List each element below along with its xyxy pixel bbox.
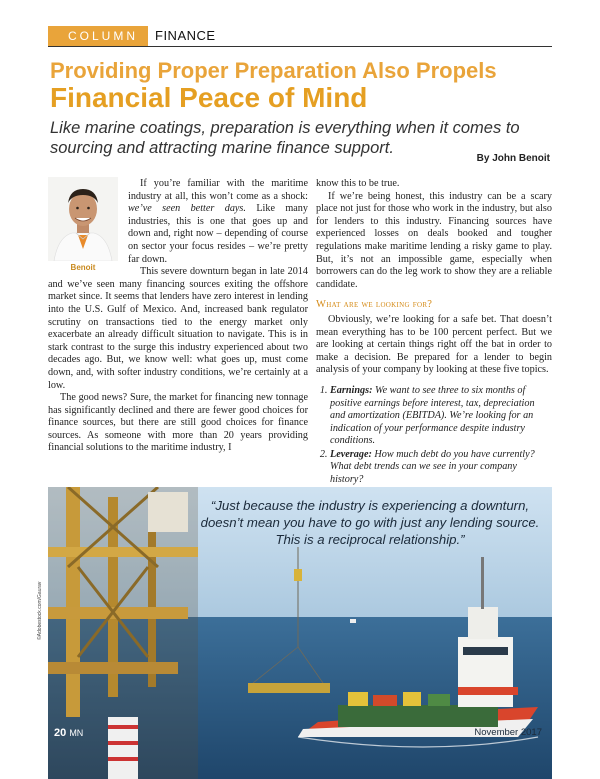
pull-quote: “Just because the industry is experiencing a downturn, doesn’t mean you have to go with just any lending source. This is a reciprocal relationship.” [200, 498, 540, 547]
body-column-1 [48, 178, 308, 455]
p1-text-a: If you’re familiar with the maritime industry at all, this won’t come as a shock: [128, 178, 308, 202]
body-paragraph-4: know this to be true. [316, 178, 400, 189]
body-paragraph-6: Obviously, we’re looking for a safe bet. That doesn’t mean everything has to be 100 percent perfect. But we are looking at certain things right off the bat in order to make a decision. Be prepared for a lender to begin analysis of your company by looking at these five topics. [316, 313, 552, 376]
list-text: How much debt do you have currently? What debt trends can we see in your company history? [330, 448, 535, 486]
section-label: FINANCE [155, 28, 216, 43]
byline: By John Benoit [476, 153, 550, 164]
list-item [330, 385, 552, 448]
issue-date: November 2017 [474, 727, 542, 738]
column-tag-label: COLUMN [68, 29, 139, 43]
headline-line1: Providing Proper Preparation Also Propels [50, 58, 497, 83]
column-tag [48, 26, 148, 46]
photo-wrap-space [48, 178, 128, 274]
p1-emphasis: we’ve seen better days. [128, 203, 246, 215]
list-item [330, 449, 552, 487]
body-paragraph-2: This severe downturn began in late 2014 and we’ve seen many financing sources exiting the offshore market since. It seems that lenders have zero interest in lending into the U.S. Gulf of Mexico. And, increased bank regulator scrutiny on transactions tied to the energy market only exacerbate an already difficult situation to navigate. This is in stark contrast to the surge this industry experienced about two decades ago. But, we know well: what goes up, must come down, and, with softer industry conditions, we’re certainly at a low. [48, 266, 308, 391]
body-paragraph-3: The good news? Sure, the market for financing new tonnage has significantly declined and there are fewer good choices for finance sources, but there are still good choices for finance sources. As someone with more than 20 years providing financial solutions to the maritime industry, I [48, 392, 308, 454]
list-term: Earnings: [330, 384, 373, 396]
list-term: Leverage: [330, 448, 372, 460]
body-paragraph-5: If we’re being honest, this industry can be a scary place not just for those who work in the industry, but also for lenders to this industry. Financing sources have experienced losses on deals booked and tougher regulations make maritime lending a risky game to play. But, it’s not an impossible game, especially when borrowers can do the leg work to show they are a reliable candidate. [316, 190, 552, 290]
headline-line2: Financial Peace of Mind [50, 82, 368, 113]
subhead: What are we looking for? [316, 299, 433, 311]
magazine-mark: MN [69, 728, 84, 738]
page-number: 20 [54, 727, 67, 739]
list-text: We want to see three to six months of positive earnings before interest, tax, depreciation and amortization (EBITDA). We’re looking for an indication of your performance despite industry conditions. [330, 384, 535, 447]
body-column-2 [316, 178, 552, 488]
p1-text-c: Like many industries, this is one that goes up and down and, right now – depending of course on sector your focus resides – we’re pretty far down. [128, 203, 308, 265]
photo-caption: Benoit [70, 263, 96, 272]
photo-credit: ©Adobestock.com/Gaurav [37, 581, 43, 640]
page-folio [54, 727, 83, 739]
topic-list [330, 385, 552, 487]
deck: Like marine coatings, preparation is everything when it comes to sourcing and attracting marine finance support. [50, 119, 520, 157]
header-rule [48, 46, 552, 47]
